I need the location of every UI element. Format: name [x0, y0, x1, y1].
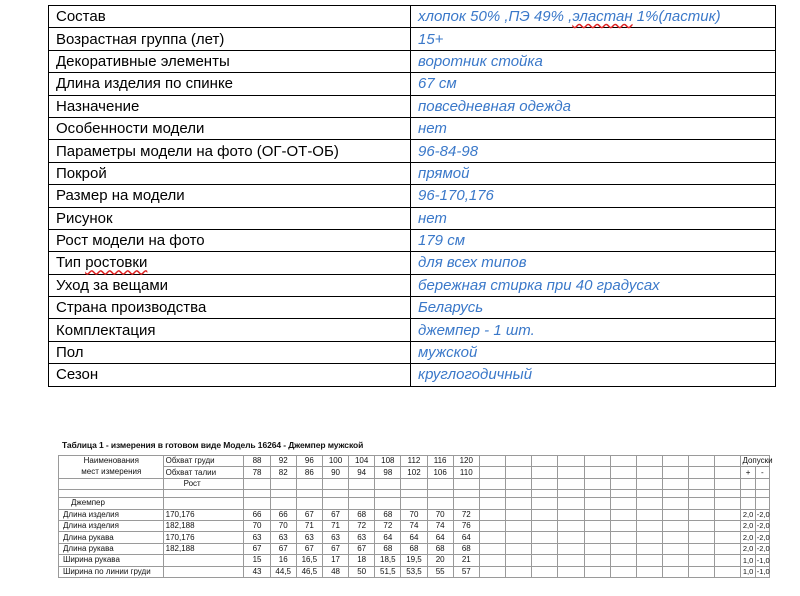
measure-name: Ширина по линии груди: [59, 566, 164, 577]
spec-row: [49, 252, 776, 274]
empty-cell: [479, 520, 505, 531]
chest-size: 88: [244, 456, 270, 467]
spec-value: Беларусь: [411, 297, 776, 319]
measure-value: 72: [453, 509, 479, 520]
measure-value: 76: [453, 520, 479, 531]
spec-value: прямой: [411, 162, 776, 184]
meas-blank-row: [59, 490, 770, 498]
tolerance-minus: -2,0: [756, 544, 770, 554]
spec-value: мужской: [411, 341, 776, 363]
product-spec-table: [48, 5, 776, 387]
chest-label: Обхват груди: [163, 456, 244, 467]
measure-value: 64: [375, 532, 401, 543]
measure-value: 67: [244, 543, 270, 554]
empty-cell: [506, 543, 532, 554]
measure-value: 63: [270, 532, 296, 543]
spec-row: [49, 185, 776, 207]
spec-label: Размер на модели: [49, 185, 411, 207]
waist-size: 86: [296, 467, 322, 478]
empty-cell: [715, 520, 741, 531]
empty-cell: [689, 566, 715, 577]
spec-value: джемпер - 1 шт.: [411, 319, 776, 341]
empty-cell: [636, 509, 662, 520]
measure-value: 66: [270, 509, 296, 520]
waist-size: 102: [401, 467, 427, 478]
measure-value: 21: [453, 555, 479, 566]
empty-cell: [610, 520, 636, 531]
height-label: Рост: [163, 478, 244, 489]
measurement-row: [59, 555, 770, 566]
chest-size: 108: [375, 456, 401, 467]
measure-value: 67: [322, 509, 348, 520]
empty-cell: [532, 543, 558, 554]
empty-cell: [636, 543, 662, 554]
measure-value: 19,5: [401, 555, 427, 566]
empty-cell: [662, 520, 688, 531]
measurement-row: [59, 532, 770, 543]
empty-cell: [584, 555, 610, 566]
spec-value: воротник стойка: [411, 50, 776, 72]
measure-value: 17: [322, 555, 348, 566]
measure-value: 63: [322, 532, 348, 543]
empty-cell: [662, 555, 688, 566]
empty-cell: [479, 566, 505, 577]
measure-value: 64: [427, 532, 453, 543]
empty-cell: [662, 509, 688, 520]
spec-row: [49, 95, 776, 117]
spec-label-part: Тип: [56, 254, 86, 272]
empty-cell: [479, 509, 505, 520]
tolerance-minus: -1,0: [756, 566, 770, 576]
empty-cell: [506, 509, 532, 520]
spec-value: нет: [411, 117, 776, 139]
spec-row: [49, 117, 776, 139]
measure-value: 15: [244, 555, 270, 566]
spec-value: круглогодичный: [411, 364, 776, 386]
tolerance-label: Допуски: [742, 456, 773, 466]
spec-value: повседневная одежда: [411, 95, 776, 117]
measurements-table: [58, 455, 773, 578]
spec-row: [49, 229, 776, 251]
measure-value: 63: [296, 532, 322, 543]
spec-label: Возрастная группа (лет): [49, 28, 411, 50]
spec-label: Состав: [49, 6, 411, 28]
waist-size: 90: [322, 467, 348, 478]
measure-value: 50: [349, 566, 375, 577]
empty-cell: [715, 509, 741, 520]
chest-size: 116: [427, 456, 453, 467]
measure-value: 70: [427, 509, 453, 520]
measure-value: 68: [453, 543, 479, 554]
spec-value: 67 см: [411, 73, 776, 95]
spec-label: Рисунок: [49, 207, 411, 229]
tolerance-plus: 2,0: [742, 544, 754, 554]
empty-cell: [662, 532, 688, 543]
spec-label: Уход за вещами: [49, 274, 411, 296]
spec-label: Сезон: [49, 364, 411, 386]
spec-label: Особенности модели: [49, 117, 411, 139]
name-header-line1: Наименования: [59, 456, 164, 467]
spec-value: нет: [411, 207, 776, 229]
spec-row: [49, 140, 776, 162]
empty-cell: [558, 520, 584, 531]
empty-cell: [558, 555, 584, 566]
empty-cell: [715, 543, 741, 554]
empty-cell: [584, 543, 610, 554]
spec-row: [49, 297, 776, 319]
empty-cell: [506, 520, 532, 531]
measure-value: 63: [244, 532, 270, 543]
spec-value: 96-84-98: [411, 140, 776, 162]
chest-size: 120: [453, 456, 479, 467]
waist-size: 78: [244, 467, 270, 478]
measure-height: 182,188: [163, 520, 244, 531]
empty-cell: [532, 509, 558, 520]
spec-row: [49, 274, 776, 296]
empty-cell: [532, 520, 558, 531]
empty-cell: [662, 543, 688, 554]
empty-cell: [558, 566, 584, 577]
empty-cell: [610, 566, 636, 577]
measure-value: 55: [427, 566, 453, 577]
measure-value: 68: [375, 543, 401, 554]
measure-name: Длина рукава: [59, 543, 164, 554]
meas-header-row-waist: [59, 467, 770, 478]
spec-value-part: хлопок 50% ,ПЭ 49% ,: [418, 8, 573, 26]
spec-value-part: 1%(ластик): [632, 8, 721, 26]
spec-value: [411, 6, 776, 28]
spec-label: Назначение: [49, 95, 411, 117]
spec-value: бережная стирка при 40 градусах: [411, 274, 776, 296]
measurement-row: [59, 509, 770, 520]
measure-value: 68: [401, 543, 427, 554]
spec-value-part: эластан: [572, 8, 633, 26]
empty-cell: [689, 520, 715, 531]
spec-label: Параметры модели на фото (ОГ-ОТ-ОБ): [49, 140, 411, 162]
empty-cell: [558, 532, 584, 543]
chest-size: 92: [270, 456, 296, 467]
meas-height-row: [59, 478, 770, 489]
meas-header-row-chest: [59, 456, 770, 467]
measure-value: 63: [349, 532, 375, 543]
measure-height: [163, 555, 244, 566]
empty-cell: [558, 543, 584, 554]
tolerance-minus: -2,0: [756, 521, 770, 531]
measure-value: 46,5: [296, 566, 322, 577]
measure-value: 43: [244, 566, 270, 577]
waist-size: 94: [349, 467, 375, 478]
empty-cell: [532, 555, 558, 566]
empty-cell: [558, 509, 584, 520]
spec-row: [49, 341, 776, 363]
waist-size: 106: [427, 467, 453, 478]
spec-label: [49, 252, 411, 274]
measure-value: 53,5: [401, 566, 427, 577]
empty-cell: [610, 555, 636, 566]
empty-cell: [689, 532, 715, 543]
spec-row: [49, 73, 776, 95]
measure-value: 20: [427, 555, 453, 566]
empty-cell: [636, 566, 662, 577]
measure-value: 67: [322, 543, 348, 554]
spec-row: [49, 6, 776, 28]
measurement-row: [59, 566, 770, 577]
spec-value: 179 см: [411, 229, 776, 251]
empty-cell: [506, 566, 532, 577]
measure-value: 57: [453, 566, 479, 577]
tolerance-plus-header: +: [741, 467, 755, 478]
tolerance-plus: 2,0: [742, 521, 754, 531]
chest-size: 112: [401, 456, 427, 467]
measure-value: 48: [322, 566, 348, 577]
tolerance-minus-header: -: [755, 467, 769, 478]
measure-value: 67: [296, 509, 322, 520]
spec-label: Пол: [49, 341, 411, 363]
tolerance-plus: 2,0: [742, 510, 754, 519]
measure-value: 64: [453, 532, 479, 543]
measure-name: Ширина рукава: [59, 555, 164, 566]
measure-value: 44,5: [270, 566, 296, 577]
spec-label: Рост модели на фото: [49, 229, 411, 251]
measure-value: 67: [296, 543, 322, 554]
waist-size: 82: [270, 467, 296, 478]
measure-value: 67: [349, 543, 375, 554]
empty-cell: [636, 520, 662, 531]
spec-row: [49, 364, 776, 386]
empty-cell: [610, 532, 636, 543]
spec-row: [49, 28, 776, 50]
measure-value: 18: [349, 555, 375, 566]
measure-height: [163, 566, 244, 577]
measure-name: Длина изделия: [59, 520, 164, 531]
measure-value: 51,5: [375, 566, 401, 577]
spec-label: Покрой: [49, 162, 411, 184]
measure-height: 170,176: [163, 532, 244, 543]
measure-name: Длина рукава: [59, 532, 164, 543]
empty-cell: [715, 555, 741, 566]
spec-label-part: ростовки: [85, 254, 148, 272]
spec-row: [49, 162, 776, 184]
waist-size: 110: [453, 467, 479, 478]
empty-cell: [584, 532, 610, 543]
meas-section-row: [59, 498, 770, 509]
spec-value: для всех типов: [411, 252, 776, 274]
empty-cell: [532, 532, 558, 543]
tolerance-plus: 1,0: [742, 566, 754, 576]
empty-cell: [636, 532, 662, 543]
measure-value: 74: [401, 520, 427, 531]
measure-value: 72: [349, 520, 375, 531]
spec-label: Комплектация: [49, 319, 411, 341]
measure-height: 170,176: [163, 509, 244, 520]
measure-value: 70: [270, 520, 296, 531]
measurement-row: [59, 520, 770, 531]
empty-cell: [584, 566, 610, 577]
name-header-line2: мест измерения: [59, 467, 164, 478]
measure-value: 68: [375, 509, 401, 520]
spec-label: Страна производства: [49, 297, 411, 319]
measure-value: 71: [322, 520, 348, 531]
empty-cell: [584, 509, 610, 520]
measure-value: 70: [401, 509, 427, 520]
chest-size: 104: [349, 456, 375, 467]
empty-cell: [715, 566, 741, 577]
measure-name: Длина изделия: [59, 509, 164, 520]
measure-value: 71: [296, 520, 322, 531]
tolerance-minus: -2,0: [756, 510, 770, 519]
empty-cell: [689, 543, 715, 554]
waist-label: Обхват талии: [163, 467, 244, 478]
empty-cell: [636, 555, 662, 566]
measurement-row: [59, 543, 770, 554]
measure-value: 67: [270, 543, 296, 554]
tolerance-plus: 2,0: [742, 532, 754, 542]
measure-value: 16,5: [296, 555, 322, 566]
tolerance-plus: 1,0: [742, 555, 754, 565]
empty-cell: [479, 543, 505, 554]
empty-cell: [479, 555, 505, 566]
spec-row: [49, 319, 776, 341]
empty-cell: [610, 509, 636, 520]
spec-row: [49, 207, 776, 229]
tolerance-minus: -2,0: [756, 532, 770, 542]
spec-value: 96-170,176: [411, 185, 776, 207]
measure-value: 66: [244, 509, 270, 520]
spec-row: [49, 50, 776, 72]
empty-cell: [689, 555, 715, 566]
empty-cell: [584, 520, 610, 531]
section-label: Джемпер: [59, 498, 164, 509]
spec-label: Декоративные элементы: [49, 50, 411, 72]
tolerance-minus: -1,0: [756, 555, 770, 565]
measure-value: 68: [427, 543, 453, 554]
empty-cell: [506, 532, 532, 543]
empty-cell: [662, 566, 688, 577]
measure-height: 182,188: [163, 543, 244, 554]
measure-value: 74: [427, 520, 453, 531]
spec-value: 15+: [411, 28, 776, 50]
measure-value: 70: [244, 520, 270, 531]
chest-size: 100: [322, 456, 348, 467]
measurements-title: Таблица 1 - измерения в готовом виде Модель 16264 - Джемпер мужской: [62, 440, 364, 450]
measure-value: 18,5: [375, 555, 401, 566]
measure-value: 64: [401, 532, 427, 543]
measure-value: 68: [349, 509, 375, 520]
measure-value: 72: [375, 520, 401, 531]
empty-cell: [479, 532, 505, 543]
empty-cell: [532, 566, 558, 577]
measure-value: 16: [270, 555, 296, 566]
spec-label: Длина изделия по спинке: [49, 73, 411, 95]
empty-cell: [715, 532, 741, 543]
empty-cell: [506, 555, 532, 566]
empty-cell: [610, 543, 636, 554]
waist-size: 98: [375, 467, 401, 478]
chest-size: 96: [296, 456, 322, 467]
empty-cell: [689, 509, 715, 520]
